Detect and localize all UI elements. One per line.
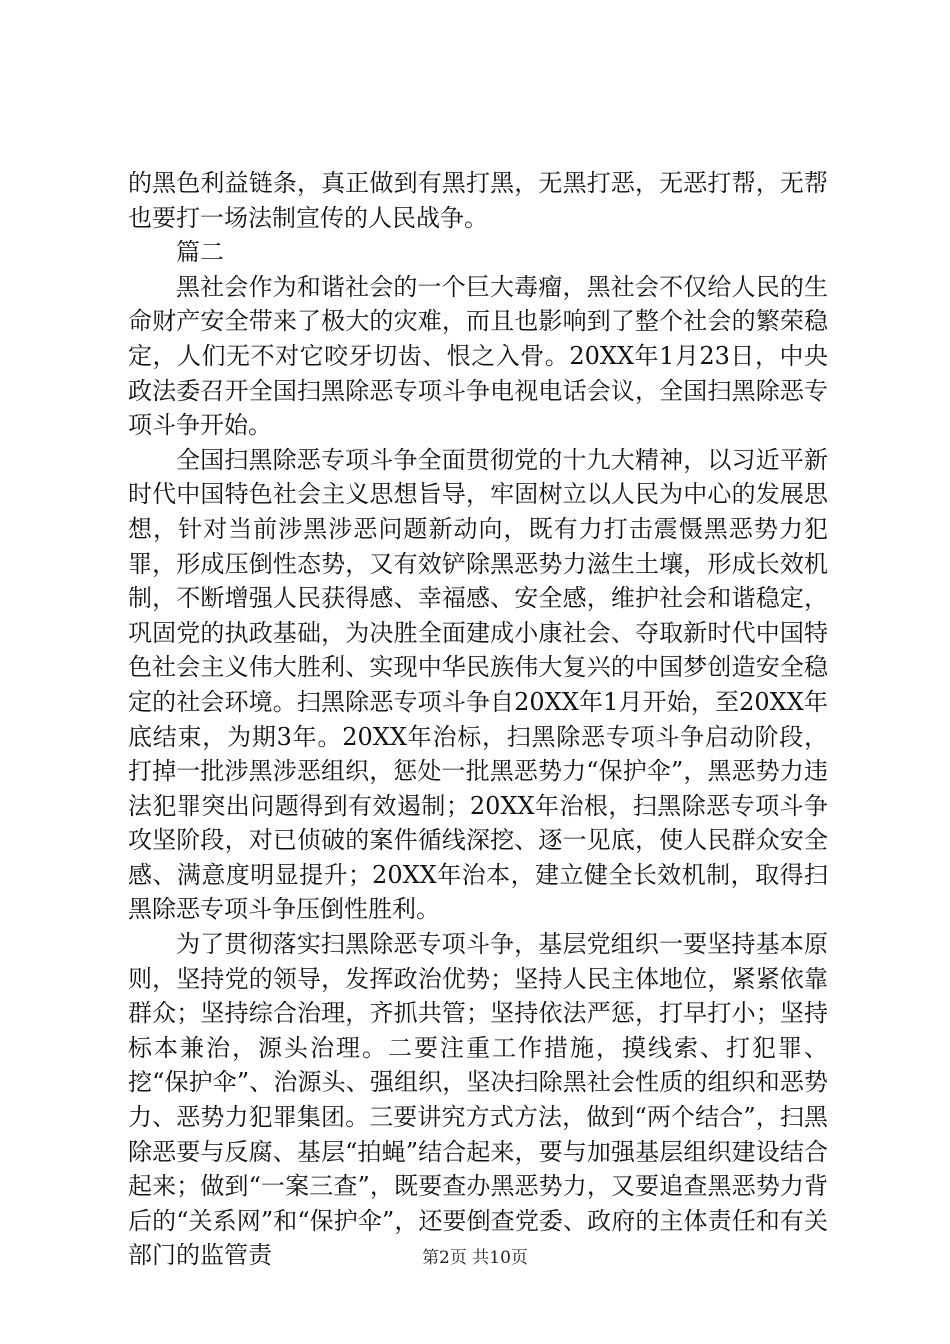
paragraph: 全国扫黑除恶专项斗争全面贯彻党的十九大精神，以习近平新时代中国特色社会主义思想旨导，牢固树立以人民为中心的发展思想，针对当前涉黑涉恶问题新动向，既有力打击震慑黑恶势力犯罪，形成压倒性态势，又有效铲除黑恶势力滋生土壤，形成长效机制，不断增强人民获得感、幸福感、安全感，维护社会和谐稳定，巩固党的执政基础，为决胜全面建成小康社会、夺取新时代中国特色社会主义伟大胜利、实现中华民族伟大复兴的中国梦创造安全稳定的社会环境。扫黑除恶专项斗争自20XX年1月开始，至20XX年底结束，为期3年。20XX年治标，扫黑除恶专项斗争启动阶段，打掉一批涉黑涉恶组织，惩处一批黑恶势力“保护伞”，黑恶势力违法犯罪突出问题得到有效遏制；20XX年治根，扫黑除恶专项斗争攻坚阶段，对已侦破的案件循线深挖、逐一见底，使人民群众安全感、满意度明显提升；20XX年治本，建立健全长效机制，取得扫黑除恶专项斗争压倒性胜利。	[128, 445, 828, 924]
paragraph: 为了贯彻落实扫黑除恶专项斗争，基层党组织一要坚持基本原则，坚持党的领导，发挥政治优势；坚持人民主体地位，紧紧依靠群众；坚持综合治理，齐抓共管；坚持依法严惩，打早打小；坚持标本兼治，源头治理。二要注重工作措施，摸线索、打犯罪、挖“保护伞”、治源头、强组织，坚决扫除黑社会性质的组织和恶势力、恶势力犯罪集团。三要讲究方式方法，做到“两个结合”，扫黑除恶要与反腐、基层“拍蝇”结合起来，要与加强基层组织建设结合起来；做到“一案三查”，既要查办黑恶势力，又要追查黑恶势力背后的“关系网”和“保护伞”，还要倒查党委、政府的主体责任和有关部门的监管责	[128, 930, 828, 1270]
section-heading: 篇二	[176, 238, 224, 267]
document-body	[128, 166, 828, 1273]
paragraph: 黑社会作为和谐社会的一个巨大毒瘤，黑社会不仅给人民的生命财产安全带来了极大的灾难，而且也影响到了整个社会的繁荣稳定，人们无不对它咬牙切齿、恨之入骨。20XX年1月23日，中央政法委召开全国扫黑除恶专项斗争电视电话会议，全国扫黑除恶专项斗争开始。	[128, 272, 828, 440]
page-number-footer: 第2页 共10页	[422, 1248, 528, 1268]
paragraph-continuation: 的黑色利益链条，真正做到有黑打黑，无黑打恶，无恶打帮，无帮也要打一场法制宣传的人民战争。	[128, 169, 828, 232]
